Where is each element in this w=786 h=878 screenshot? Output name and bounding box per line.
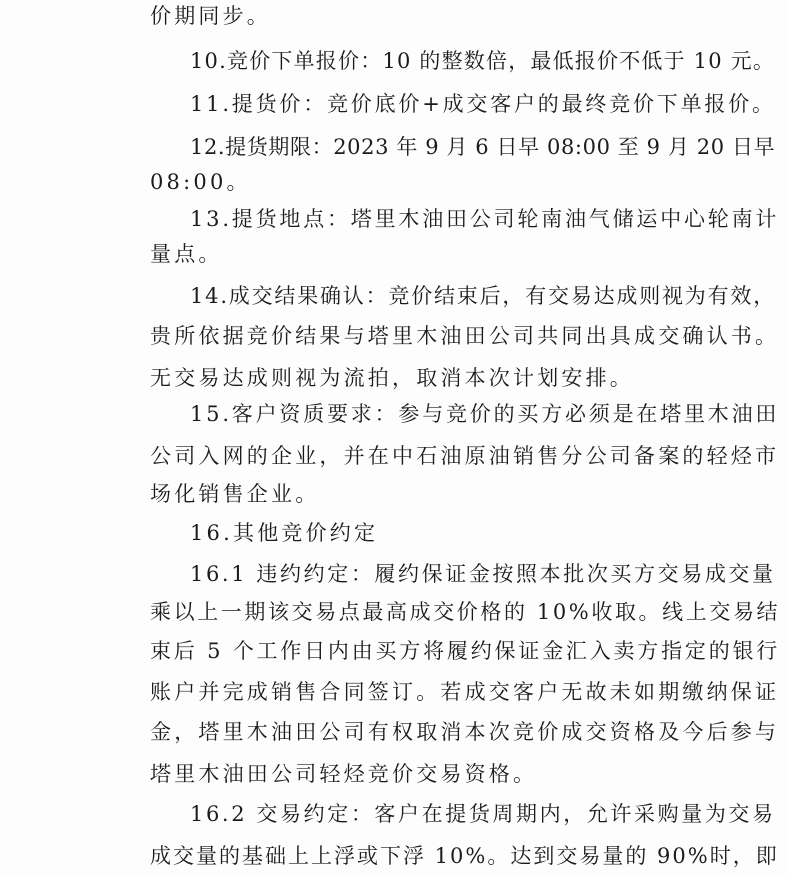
text-line: 束后 5 个工作日内由买方将履约保证金汇入卖方指定的银行 xyxy=(150,639,781,663)
text-line: 价期同步。 xyxy=(150,4,271,28)
text-line: 11.提货价：竞价底价+成交客户的最终竞价下单报价。 xyxy=(190,92,776,116)
text-line: 场化销售企业。 xyxy=(150,482,320,506)
text-line: 公司入网的企业，并在中石油原油销售分公司备案的轻烃市 xyxy=(150,444,780,468)
text-line: 16.2 交易约定：客户在提货周期内，允许采购量为交易 xyxy=(190,802,776,826)
text-line: 账户并完成销售合同签订。若成交客户无故未如期缴纳保证 xyxy=(150,680,780,704)
text-line: 15.客户资质要求：参与竞价的买方必须是在塔里木油田 xyxy=(190,402,780,426)
text-line: 成交量的基础上上浮或下浮 10%。达到交易量的 90%时，即 xyxy=(150,844,779,868)
text-line: 14.成交结果确认：竞价结束后，有交易达成则视为有效， xyxy=(190,284,776,308)
text-line: 08:00。 xyxy=(150,170,251,194)
text-line: 无交易达成则视为流拍，取消本次计划安排。 xyxy=(150,366,634,390)
text-line: 16.其他竞价约定 xyxy=(190,521,379,545)
text-line: 16.1 违约约定：履约保证金按照本批次买方交易成交量 xyxy=(190,562,776,586)
text-line: 量点。 xyxy=(150,242,223,266)
text-line: 贵所依据竞价结果与塔里木油田公司共同出具成交确认书。 xyxy=(150,324,780,348)
text-line: 12.提货期限：2023 年 9 月 6 日早 08:00 至 9 月 20 日早 xyxy=(190,135,776,159)
text-line: 塔里木油田公司轻烃竞价交易资格。 xyxy=(150,762,538,786)
text-line: 13.提货地点：塔里木油田公司轮南油气储运中心轮南计 xyxy=(190,207,780,231)
text-line: 10.竞价下单报价：10 的整数倍，最低报价不低于 10 元。 xyxy=(190,49,776,73)
text-line: 乘以上一期该交易点最高成交价格的 10%收取。线上交易结 xyxy=(150,600,781,624)
text-line: 金，塔里木油田公司有权取消本次竞价成交资格及今后参与 xyxy=(150,720,780,744)
